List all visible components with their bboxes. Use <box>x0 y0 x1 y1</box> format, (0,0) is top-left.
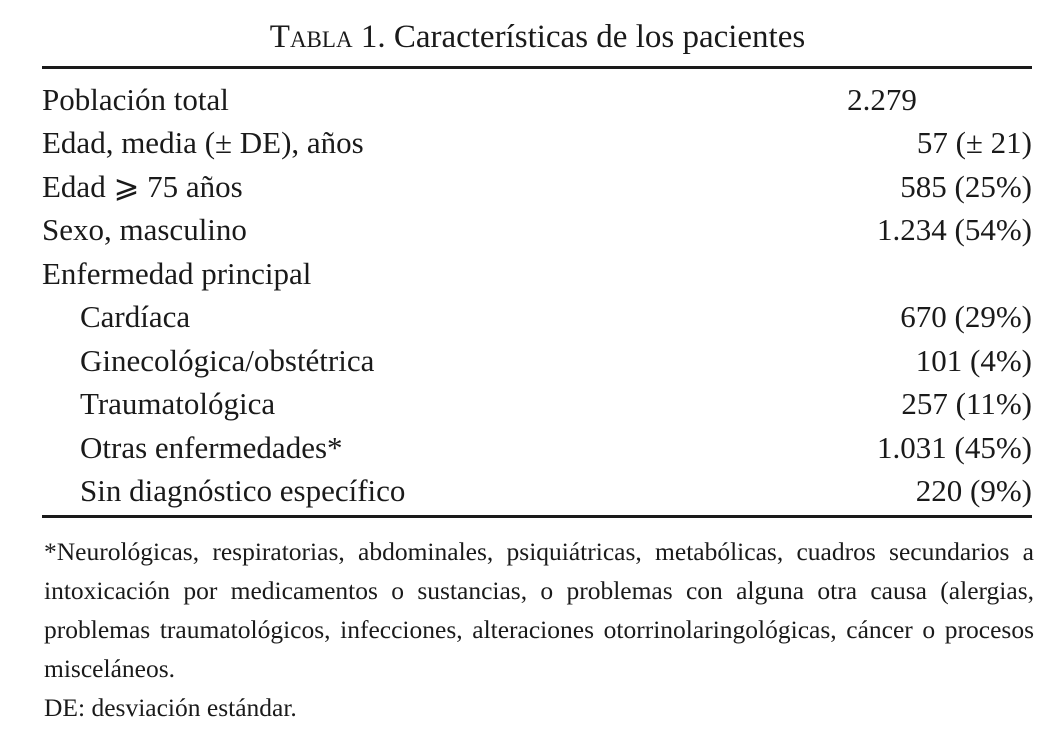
table-row <box>42 426 1032 470</box>
row-value: 220 (9%) <box>915 473 1032 509</box>
footnote-asterisk: *Neurológicas, respiratorias, abdominales, psiquiátricas, metabólicas, cuadros secundarios a intoxicación por medicamentos o sustancias, o problemas con alguna otra causa (alergias, problemas traumatológicos, infecciones, alteraciones otorrinolaringológicas, cáncer o procesos misceláneos. <box>44 537 1034 683</box>
row-label: Enfermedad principal <box>42 255 312 291</box>
row-value: 1.234 (54%) <box>877 212 1032 248</box>
table-caption-number: 1. <box>360 19 386 55</box>
row-value: 585 (25%) <box>900 168 1032 204</box>
table-bottom-rule <box>42 515 1032 518</box>
row-label: Traumatológica <box>80 386 276 422</box>
table-caption-label: Tabla <box>269 19 353 55</box>
row-label: Edad ⩾ 75 años <box>42 168 243 204</box>
row-label: Población total <box>42 81 229 117</box>
table-row <box>42 209 1032 253</box>
row-label: Otras enfermedades* <box>80 429 343 465</box>
row-label: Edad, media (± DE), años <box>42 125 364 161</box>
table-top-rule <box>42 66 1032 69</box>
patients-table <box>42 78 1032 513</box>
table-row <box>42 470 1032 514</box>
row-label: Cardíaca <box>80 299 191 335</box>
row-value: 1.031 (45%) <box>877 429 1032 465</box>
row-value: 101 (4%) <box>915 342 1032 378</box>
row-value <box>722 252 1032 296</box>
table-row <box>42 122 1032 166</box>
table-row <box>42 296 1032 340</box>
table-row <box>42 165 1032 209</box>
table-caption <box>0 14 1058 60</box>
table-row <box>42 383 1032 427</box>
row-label: Sin diagnóstico específico <box>80 473 406 509</box>
table-caption-title: Características de los pacientes <box>393 19 806 55</box>
table-row-group-header <box>42 252 1032 296</box>
row-value: 257 (11%) <box>901 386 1032 422</box>
row-value: 57 (± 21) <box>916 125 1032 161</box>
row-value: 670 (29%) <box>900 299 1032 335</box>
row-value: 2.279 <box>847 81 917 117</box>
footnote-abbreviation: DE: desviación estándar. <box>44 693 297 722</box>
row-label: Ginecológica/obstétrica <box>80 342 375 378</box>
table-row <box>42 339 1032 383</box>
row-label: Sexo, masculino <box>42 212 247 248</box>
table-footnotes <box>44 532 1034 727</box>
table-row <box>42 78 1032 122</box>
